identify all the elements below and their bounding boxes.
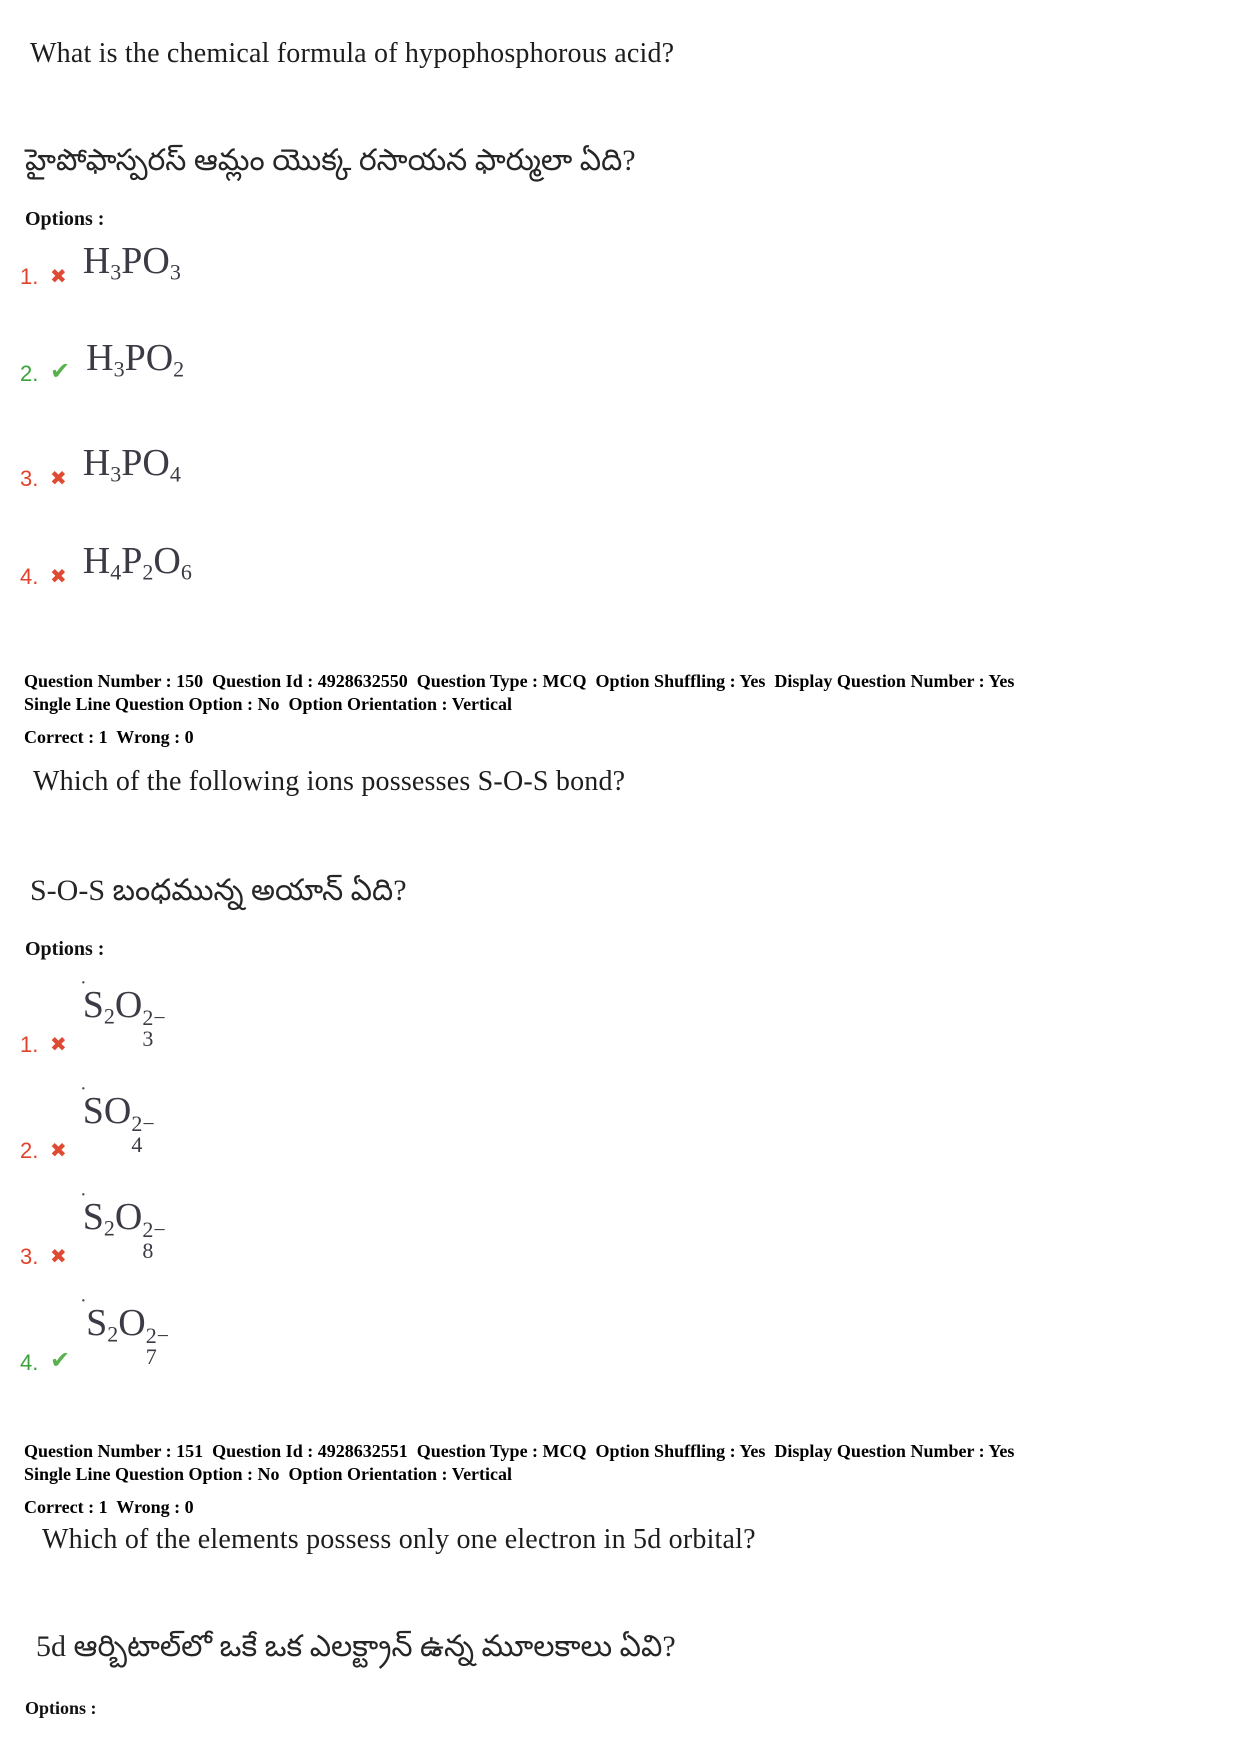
option-formula: $S_2O$ 2− 8 [82,1196,166,1264]
option-row-4 [20,540,192,589]
correct-wrong-line: Correct : 1 Wrong : 0 [24,727,194,747]
option-formula: $H_3PO_3$ [82,240,181,285]
option-row-2 [20,337,185,386]
option-number: 1. [20,263,39,289]
options-label: Options : [25,938,105,960]
option-row-1 [20,240,181,289]
question-meta [24,670,1014,749]
question-text-en: Which of the following ions possesses S-O-S bond? [33,766,626,797]
option-formula: $S_2O$ 2− 3 [82,984,166,1052]
option-row-1 [20,972,166,1058]
option-formula: $H_3PO_4$ [82,442,181,487]
question-text-en: What is the chemical formula of hypophosphorous acid? [30,38,675,69]
question-text-telugu: 5d ఆర్బిటాల్‌లో ఒకే ఒక ఎలక్ట్రాన్ ఉన్న మూలకాలు ఏవి? [36,1630,676,1663]
wrong-icon: ✖ [50,465,67,490]
option-row-2 [20,1078,155,1164]
wrong-icon: ✖ [50,563,67,588]
meta-line-1: Question Number : 151 Question Id : 4928632551 Question Type : MCQ Option Shuffling : Yes Display Question Number : Yes [24,1441,1015,1461]
meta-line-2: Single Line Question Option : No Option Orientation : Vertical [24,694,513,714]
wrong-icon: ✖ [50,1138,67,1163]
wrong-icon: ✖ [50,263,67,288]
correct-wrong-line: Correct : 1 Wrong : 0 [24,1497,194,1517]
option-number: 3. [20,1244,39,1270]
wrong-icon: ✖ [50,1244,67,1269]
option-formula: $H_4P_2O_6$ [82,540,192,585]
option-row-3 [20,442,181,491]
option-formula: $H_3PO_2$ [86,337,185,382]
artifact-dot: · [80,1184,87,1206]
option-formula: SO 2− 4 [82,1090,155,1158]
options-label: Options : [25,1698,97,1718]
meta-line-2: Single Line Question Option : No Option Orientation : Vertical [24,1464,513,1484]
option-number: 4. [20,1350,39,1376]
options-label: Options : [25,208,105,230]
question-meta [24,1440,1014,1519]
artifact-dot: · [80,972,87,994]
correct-icon: ✔ [50,356,71,385]
wrong-icon: ✖ [50,1032,67,1057]
question-text-telugu: S-O-S బంధమున్న అయాన్ ఏది? [30,874,407,907]
meta-line-1: Question Number : 150 Question Id : 4928632550 Question Type : MCQ Option Shuffling : Yes Display Question Number : Yes [24,671,1015,691]
option-formula: $S_2O$ 2− 7 [86,1302,170,1370]
correct-icon: ✔ [50,1346,71,1375]
option-number: 2. [20,360,39,386]
option-row-4 [20,1290,170,1376]
question-text-en: Which of the elements possess only one electron in 5d orbital? [42,1524,756,1555]
artifact-dot: · [80,1290,87,1312]
option-number: 2. [20,1138,39,1164]
question-text-telugu: హైపోఫాస్పరస్ ఆమ్లం యొక్క రసాయన ఫార్ములా ఏది? [25,144,636,177]
option-row-3 [20,1184,166,1270]
option-number: 1. [20,1032,39,1058]
artifact-dot: · [80,1078,87,1100]
option-number: 4. [20,563,39,589]
option-number: 3. [20,465,39,491]
